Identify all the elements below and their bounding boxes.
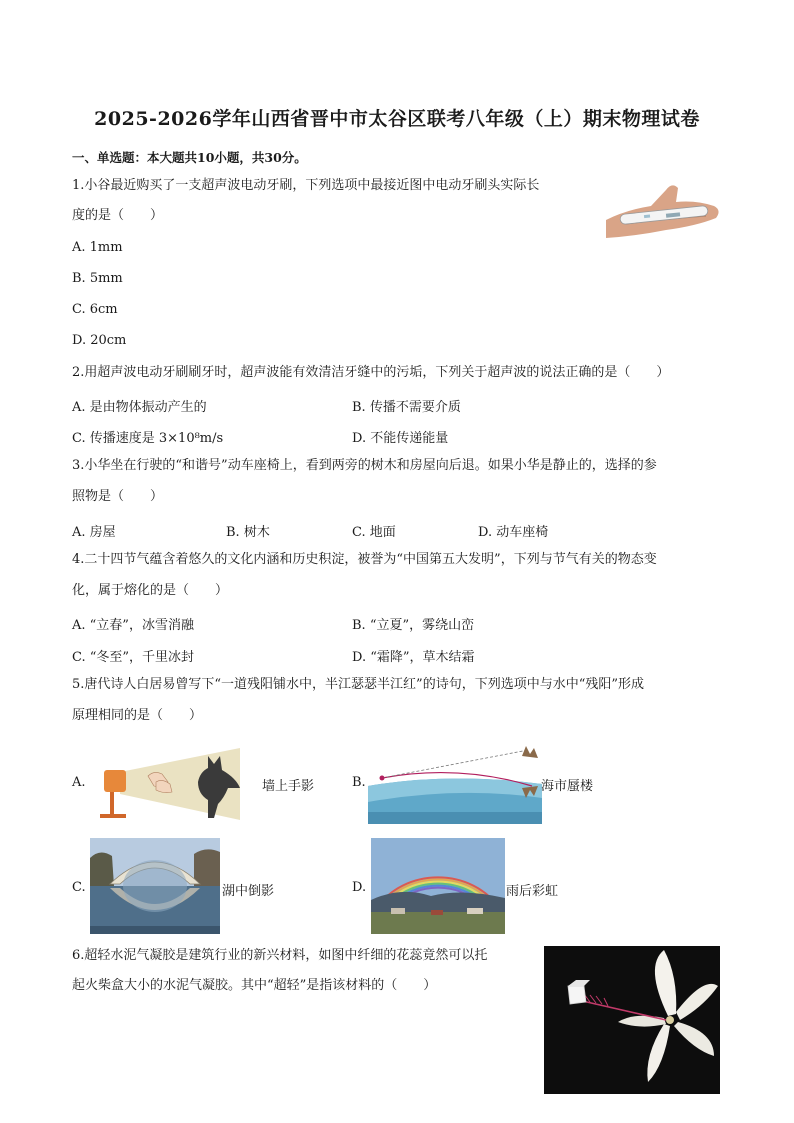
question-5-text-line2: 原理相同的是（ ） [72,708,203,723]
question-3-text-line1: 3.小华坐在行驶的“和谐号”动车座椅上，看到两旁的树木和房屋向后退。如果小华是静止的，选择的参 [72,458,657,473]
question-1-option-d: D. 20cm [72,333,127,348]
question-3-option-a: A. 房屋 [72,525,116,540]
question-2-option-c: C. 传播速度是 3×10⁸m/s [72,431,224,446]
question-6-text-line1: 6.超轻水泥气凝胶是建筑行业的新兴材料，如图中纤细的花蕊竟然可以托 [72,948,488,963]
rainbow-image [371,838,505,934]
question-5-option-b-letter: B. [352,775,366,790]
question-2-option-b: B. 传播不需要介质 [352,400,461,415]
question-3-text-line2: 照物是（ ） [72,489,164,504]
question-5-option-a-letter: A. [72,775,86,790]
question-5-option-b-caption: 海市蜃楼 [541,779,594,794]
question-2-text: 2.用超声波电动牙刷刷牙时，超声波能有效清洁牙缝中的污垢，下列关于超声波的说法正确的是（ ） [72,365,670,380]
question-5-text-line1: 5.唐代诗人白居易曾写下“一道残阳铺水中，半江瑟瑟半江红”的诗句，下列选项中与水中“残阳”形成 [72,677,644,692]
mirage-image [368,742,542,824]
question-3-option-b: B. 树木 [226,525,270,540]
section-heading: 一、单选题：本大题共10小题，共30分。 [72,150,307,165]
question-1-text-line2: 度的是（ ） [72,208,164,223]
question-4-option-b: B. “立夏”，雾绕山峦 [352,618,475,633]
question-2-option-d: D. 不能传递能量 [352,431,449,446]
hand-shadow-image [90,742,258,824]
question-5-option-d-caption: 雨后彩虹 [506,884,559,899]
question-1-option-a: A. 1mm [72,240,123,255]
question-4-option-c: C. “冬至”，千里冰封 [72,650,195,665]
question-2-option-a: A. 是由物体振动产生的 [72,400,207,415]
question-3-option-d: D. 动车座椅 [478,525,549,540]
bridge-reflection-image [90,838,220,934]
question-5-option-d-letter: D. [352,880,367,895]
question-6-text-line2: 起火柴盒大小的水泥气凝胶。其中“超轻”是指该材料的（ ） [72,978,437,993]
question-5-option-a-caption: 墙上手影 [262,779,315,794]
question-3-option-c: C. 地面 [352,525,396,540]
question-4-text-line1: 4.二十四节气蕴含着悠久的文化内涵和历史积淀，被誉为“中国第五大发明”，下列与节气有关的物态变 [72,552,657,567]
question-4-option-a: A. “立春”，冰雪消融 [72,618,194,633]
aerogel-flower-image [544,946,720,1094]
question-1-option-b: B. 5mm [72,271,123,286]
question-4-option-d: D. “霜降”，草木结霜 [352,650,475,665]
toothbrush-hand-image [606,180,722,242]
question-1-text-line1: 1.小谷最近购买了一支超声波电动牙刷，下列选项中最接近图中电动牙刷头实际长 [72,178,540,193]
question-5-option-c-caption: 湖中倒影 [222,884,275,899]
page-title: 2025-2026学年山西省晋中市太谷区联考八年级（上）期末物理试卷 [94,108,700,130]
question-4-text-line2: 化，属于熔化的是（ ） [72,583,229,598]
question-5-option-c-letter: C. [72,880,86,895]
question-1-option-c: C. 6cm [72,302,118,317]
